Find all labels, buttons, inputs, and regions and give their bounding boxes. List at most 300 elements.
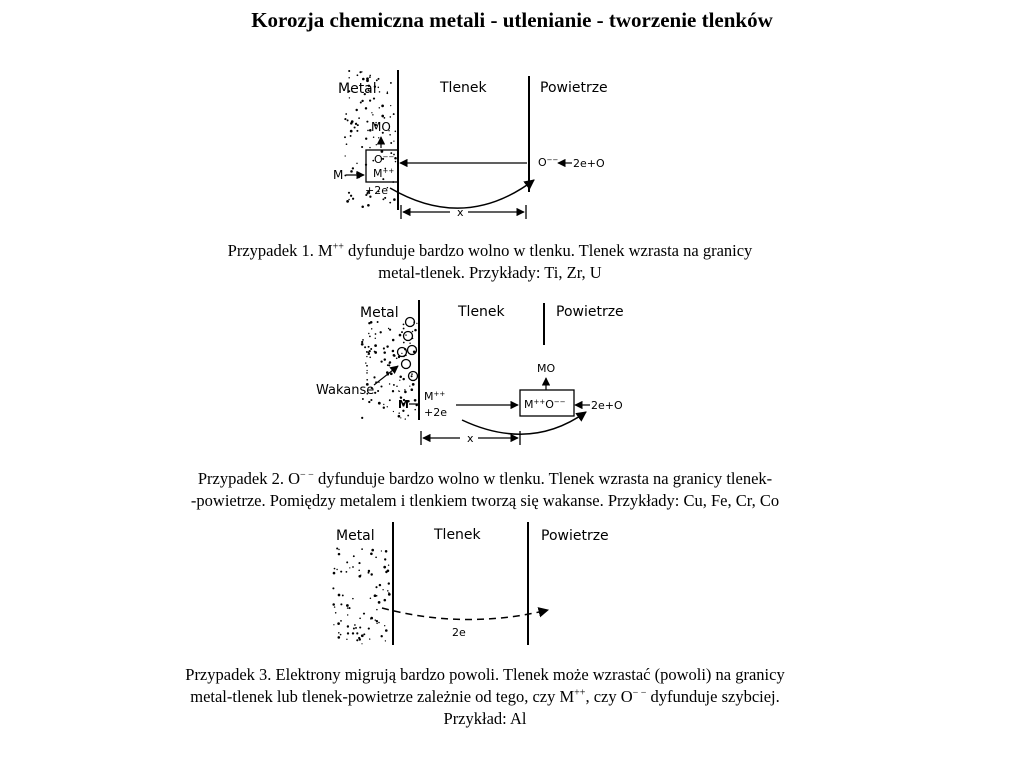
metal-stipple-dot	[382, 198, 384, 200]
metal-stipple-dot	[367, 204, 370, 207]
metal-stipple-dot	[369, 638, 370, 639]
metal-stipple-dot	[381, 635, 383, 637]
metal-stipple-dot	[401, 331, 403, 333]
metal-stipple-dot	[379, 584, 381, 586]
metal-stipple-dot	[392, 339, 395, 342]
metal-stipple-dot	[369, 336, 371, 338]
vacancy-circle	[404, 332, 413, 341]
case2-vacancy-circles	[398, 318, 418, 381]
metal-stipple-dot	[361, 343, 364, 346]
metal-stipple-dot	[368, 333, 369, 334]
metal-stipple-dot	[378, 622, 380, 624]
metal-stipple-dot	[387, 406, 388, 407]
case1-caption-sup: ++	[332, 241, 344, 253]
metal-stipple-dot	[370, 348, 372, 350]
metal-stipple-dot	[390, 116, 392, 118]
metal-stipple-dot	[340, 571, 342, 573]
metal-stipple-dot	[351, 120, 354, 123]
metal-stipple-dot	[342, 594, 344, 596]
metal-stipple-dot	[346, 561, 348, 563]
metal-stipple-dot	[356, 123, 357, 124]
metal-stipple-dot	[356, 163, 357, 164]
metal-stipple-dot	[350, 135, 352, 137]
metal-stipple-dot	[374, 344, 377, 347]
metal-stipple-dot	[346, 571, 348, 573]
case3-metal-label: Metal	[336, 528, 375, 544]
metal-stipple-dot	[345, 155, 346, 156]
metal-stipple-dot	[370, 552, 373, 555]
case1-x-label: x	[457, 206, 464, 219]
metal-stipple-dot	[352, 566, 354, 568]
case2-2e-plus-o: 2e+O	[591, 399, 623, 412]
vacancy-circle	[406, 318, 415, 327]
metal-stipple-dot	[365, 362, 366, 363]
metal-stipple-dot	[411, 388, 414, 391]
metal-stipple-dot	[358, 117, 360, 119]
metal-stipple-dot	[380, 385, 382, 387]
metal-stipple-dot	[356, 130, 358, 132]
metal-stipple-dot	[396, 357, 398, 359]
metal-stipple-dot	[387, 364, 389, 366]
metal-stipple-dot	[414, 409, 416, 411]
metal-stipple-dot	[346, 143, 348, 145]
metal-stipple-dot	[366, 365, 368, 367]
metal-stipple-dot	[348, 199, 350, 201]
metal-stipple-dot	[361, 71, 362, 72]
metal-stipple-dot	[368, 401, 370, 403]
case3-diagram	[332, 522, 608, 645]
case3-caption-line2b: , czy O	[585, 687, 633, 706]
case1-caption-text-rest: dyfunduje bardzo wolno w tlenku. Tlenek wzrasta na granicy	[343, 241, 753, 260]
metal-stipple-dot	[399, 334, 402, 337]
metal-stipple-dot	[384, 358, 386, 360]
metal-stipple-dot	[369, 100, 371, 102]
metal-stipple-dot	[380, 360, 382, 362]
case2-mo-label: MO	[537, 362, 556, 375]
metal-stipple-dot	[358, 637, 360, 639]
case1-metal-label: Metal	[338, 81, 377, 97]
metal-stipple-dot	[333, 624, 334, 625]
case1-caption-text: Przypadek 1. M	[227, 241, 333, 260]
case2-electron-path	[462, 412, 586, 434]
case2-m-label: M	[398, 398, 409, 411]
metal-stipple-dot	[414, 329, 417, 332]
metal-stipple-dot	[346, 200, 349, 203]
metal-stipple-dot	[348, 192, 350, 194]
metal-stipple-dot	[363, 633, 365, 635]
metal-stipple-dot	[358, 176, 361, 179]
metal-stipple-dot	[337, 622, 340, 625]
metal-stipple-dot	[338, 632, 340, 634]
case2-diagram	[316, 300, 624, 445]
metal-stipple-dot	[385, 640, 386, 641]
metal-stipple-dot	[384, 599, 387, 602]
metal-stipple-dot	[369, 147, 370, 148]
case3-caption-line1: Przypadek 3. Elektrony migrują bardzo powoli. Tlenek może wzrastać (powoli) na granicy	[185, 665, 785, 684]
metal-stipple-dot	[368, 570, 370, 572]
metal-stipple-dot	[346, 604, 349, 607]
case1-plus2e: +2e	[365, 184, 388, 197]
metal-stipple-dot	[383, 351, 386, 354]
metal-stipple-dot	[386, 345, 388, 347]
metal-stipple-dot	[362, 398, 364, 400]
metal-stipple-dot	[389, 399, 391, 401]
metal-stipple-dot	[404, 391, 407, 394]
case3-air-label: Powietrze	[541, 528, 609, 544]
metal-stipple-dot	[358, 570, 360, 572]
metal-stipple-dot	[336, 547, 338, 549]
metal-stipple-dot	[416, 323, 417, 324]
metal-stipple-dot	[363, 613, 365, 615]
metal-stipple-dot	[393, 140, 394, 141]
metal-stipple-dot	[352, 167, 354, 169]
metal-stipple-dot	[379, 91, 381, 93]
metal-stipple-dot	[383, 404, 384, 405]
metal-stipple-dot	[352, 598, 354, 600]
metal-stipple-dot	[338, 594, 341, 597]
metal-stipple-dot	[350, 130, 353, 133]
case1-caption-line2: metal-tlenek. Przykłady: Ti, Zr, U	[378, 263, 602, 282]
page-title: Korozja chemiczna metali - utlenianie - tworzenie tlenków	[251, 8, 773, 32]
case3-caption-line2c: dyfunduje szybciej.	[646, 687, 780, 706]
metal-stipple-dot	[369, 75, 371, 77]
case2-vacancies-label: Wakanse	[316, 383, 375, 398]
metal-stipple-dot	[383, 347, 385, 349]
metal-stipple-dot	[340, 603, 342, 605]
metal-stipple-dot	[345, 113, 347, 115]
metal-stipple-dot	[378, 601, 381, 604]
metal-stipple-dot	[364, 346, 366, 348]
metal-stipple-dot	[388, 565, 389, 566]
metal-stipple-dot	[377, 321, 379, 323]
metal-stipple-dot	[409, 342, 410, 343]
metal-stipple-dot	[412, 331, 414, 333]
metal-stipple-dot	[338, 553, 341, 556]
metal-stipple-dot	[384, 197, 386, 199]
metal-stipple-dot	[378, 78, 380, 80]
metal-stipple-dot	[361, 206, 364, 209]
metal-stipple-dot	[338, 636, 341, 639]
metal-stipple-dot	[383, 566, 386, 569]
metal-stipple-dot	[362, 339, 364, 341]
metal-stipple-dot	[361, 643, 362, 644]
metal-stipple-dot	[398, 412, 400, 414]
metal-stipple-dot	[389, 361, 391, 363]
metal-stipple-dot	[402, 378, 404, 380]
metal-stipple-dot	[360, 101, 362, 103]
metal-stipple-dot	[332, 603, 335, 606]
metal-stipple-dot	[372, 114, 373, 115]
metal-stipple-dot	[378, 137, 379, 138]
metal-stipple-dot	[370, 399, 372, 401]
metal-stipple-dot	[383, 407, 385, 409]
case3-metal-dots	[332, 547, 390, 644]
metal-stipple-dot	[350, 170, 353, 173]
metal-stipple-dot	[393, 113, 395, 115]
metal-stipple-dot	[398, 390, 399, 391]
case3-caption-sup-b: − −	[632, 687, 647, 699]
metal-stipple-dot	[389, 134, 391, 136]
case3-caption	[120, 664, 850, 730]
metal-stipple-dot	[347, 614, 348, 615]
case1-air-label: Powietrze	[540, 80, 608, 96]
metal-stipple-dot	[385, 550, 388, 553]
metal-stipple-dot	[374, 392, 376, 394]
metal-stipple-dot	[334, 568, 336, 570]
metal-stipple-dot	[358, 562, 360, 564]
metal-stipple-dot	[401, 353, 402, 354]
metal-stipple-dot	[349, 97, 350, 98]
metal-stipple-dot	[412, 383, 415, 386]
metal-stipple-dot	[393, 350, 394, 351]
metal-stipple-dot	[353, 555, 355, 557]
metal-stipple-dot	[399, 376, 402, 379]
metal-stipple-dot	[394, 157, 397, 160]
metal-stipple-dot	[335, 612, 337, 614]
case2-plus2e: +2e	[424, 406, 447, 419]
metal-stipple-dot	[403, 342, 405, 344]
case1-o-ion: O−−	[374, 153, 395, 166]
metal-stipple-dot	[361, 634, 364, 637]
metal-stipple-dot	[367, 130, 369, 132]
metal-stipple-dot	[356, 632, 358, 634]
metal-stipple-dot	[407, 415, 409, 417]
metal-stipple-dot	[380, 331, 382, 333]
metal-stipple-dot	[370, 597, 372, 599]
metal-stipple-dot	[376, 609, 378, 611]
case2-caption	[120, 468, 850, 512]
metal-stipple-dot	[366, 121, 368, 123]
metal-stipple-dot	[369, 76, 371, 78]
metal-stipple-dot	[390, 142, 392, 144]
metal-stipple-dot	[400, 417, 401, 418]
metal-stipple-dot	[385, 571, 387, 573]
metal-stipple-dot	[359, 617, 361, 619]
metal-stipple-dot	[381, 550, 382, 551]
metal-stipple-dot	[347, 119, 349, 121]
metal-stipple-dot	[371, 328, 372, 329]
vacancy-circle	[402, 360, 411, 369]
metal-stipple-dot	[384, 625, 385, 626]
metal-stipple-dot	[332, 587, 334, 589]
metal-stipple-dot	[362, 78, 365, 81]
case3-2e-label: 2e	[452, 626, 466, 639]
metal-stipple-dot	[376, 620, 378, 622]
metal-stipple-dot	[336, 569, 337, 570]
metal-stipple-dot	[403, 324, 405, 326]
metal-stipple-dot	[405, 418, 406, 419]
metal-stipple-dot	[382, 589, 383, 590]
case2-caption-text: Przypadek 2. O	[197, 469, 301, 488]
metal-stipple-dot	[393, 354, 396, 357]
metal-stipple-dot	[370, 618, 371, 619]
metal-stipple-dot	[388, 582, 390, 584]
metal-stipple-dot	[359, 71, 361, 73]
metal-stipple-dot	[396, 385, 398, 387]
metal-stipple-dot	[356, 172, 358, 174]
metal-stipple-dot	[388, 592, 389, 593]
case1-caption	[140, 240, 840, 284]
metal-stipple-dot	[366, 370, 367, 371]
metal-stipple-dot	[359, 626, 361, 628]
metal-stipple-dot	[355, 109, 357, 111]
case2-metal-dots	[361, 321, 418, 420]
case1-o-ion-air: O−−	[538, 156, 559, 169]
metal-stipple-dot	[393, 198, 396, 201]
metal-stipple-dot	[368, 628, 370, 630]
metal-stipple-dot	[390, 105, 391, 106]
metal-stipple-dot	[373, 98, 375, 100]
case2-oxide-label: Tlenek	[458, 304, 505, 320]
metal-stipple-dot	[388, 328, 389, 329]
metal-stipple-dot	[382, 178, 384, 180]
metal-stipple-dot	[393, 384, 395, 386]
metal-stipple-dot	[375, 619, 377, 621]
vacancy-circle	[408, 346, 417, 355]
metal-stipple-dot	[409, 385, 410, 386]
metal-stipple-dot	[361, 341, 363, 343]
metal-stipple-dot	[357, 124, 359, 126]
metal-stipple-dot	[366, 379, 368, 381]
metal-stipple-dot	[389, 329, 391, 331]
metal-stipple-dot	[366, 372, 368, 374]
metal-stipple-dot	[375, 586, 377, 588]
metal-stipple-dot	[361, 548, 363, 550]
metal-stipple-dot	[387, 590, 388, 591]
case3-caption-line3: Przykład: Al	[443, 709, 527, 728]
case2-m-ion: M++	[424, 390, 446, 403]
metal-stipple-dot	[384, 117, 386, 119]
metal-stipple-dot	[340, 634, 342, 636]
metal-stipple-dot	[348, 70, 350, 72]
metal-stipple-dot	[368, 346, 370, 348]
metal-stipple-dot	[404, 389, 406, 391]
metal-stipple-dot	[355, 627, 357, 629]
metal-stipple-dot	[348, 77, 350, 79]
case3-caption-line2a: metal-tlenek lub tlenek-powietrze zależnie od tego, czy M	[190, 687, 575, 706]
metal-stipple-dot	[365, 107, 367, 109]
case1-electron-path	[390, 180, 534, 208]
metal-stipple-dot	[414, 399, 417, 402]
metal-stipple-dot	[368, 322, 370, 324]
metal-stipple-dot	[353, 628, 355, 630]
metal-stipple-dot	[384, 558, 386, 560]
metal-stipple-dot	[349, 567, 350, 568]
metal-stipple-dot	[395, 161, 396, 162]
metal-stipple-dot	[369, 357, 371, 359]
metal-stipple-dot	[393, 411, 394, 412]
metal-stipple-dot	[411, 373, 413, 375]
metal-stipple-dot	[361, 417, 363, 419]
metal-stipple-dot	[371, 112, 372, 113]
metal-stipple-dot	[344, 118, 346, 120]
metal-stipple-dot	[375, 556, 377, 558]
case2-m-ion-box: M++O−−	[524, 398, 566, 411]
metal-stipple-dot	[381, 105, 384, 108]
metal-stipple-dot	[354, 624, 356, 626]
case3-electron-path	[382, 608, 548, 620]
metal-stipple-dot	[369, 350, 371, 352]
metal-stipple-dot	[346, 639, 347, 640]
case2-caption-text-rest: dyfunduje bardzo wolno w tlenku. Tlenek wzrasta na granicy tlenek-	[313, 469, 773, 488]
metal-stipple-dot	[347, 632, 349, 634]
case2-vacancies-arrow	[374, 366, 398, 385]
case1-m-label: M	[333, 168, 344, 182]
metal-stipple-dot	[398, 415, 401, 418]
metal-stipple-dot	[348, 607, 350, 609]
metal-stipple-dot	[366, 351, 368, 353]
metal-stipple-dot	[399, 380, 400, 381]
case2-metal-label: Metal	[360, 305, 399, 321]
case1-mo-label: MO	[371, 120, 391, 134]
case1-2e-plus-o: 2e+O	[573, 157, 605, 170]
metal-stipple-dot	[375, 333, 377, 335]
metal-stipple-dot	[382, 142, 384, 144]
metal-stipple-dot	[361, 146, 363, 148]
metal-stipple-dot	[366, 356, 367, 357]
metal-stipple-dot	[411, 375, 413, 377]
metal-stipple-dot	[376, 144, 377, 145]
metal-stipple-dot	[389, 202, 391, 204]
case2-caption-line2: -powietrze. Pomiędzy metalem i tlenkiem tworzą się wakanse. Przykłady: Cu, Fe, Cr, Co	[190, 491, 780, 510]
metal-stipple-dot	[403, 328, 405, 330]
case1-m-ion: M++	[373, 167, 395, 180]
metal-stipple-dot	[340, 620, 342, 622]
metal-stipple-dot	[373, 136, 374, 137]
metal-stipple-dot	[390, 372, 393, 375]
metal-stipple-dot	[374, 351, 377, 354]
metal-stipple-dot	[366, 77, 369, 80]
case2-air-label: Powietrze	[556, 304, 624, 320]
metal-stipple-dot	[378, 402, 381, 405]
metal-stipple-dot	[361, 100, 363, 102]
metal-stipple-dot	[352, 198, 354, 200]
metal-stipple-dot	[395, 131, 397, 133]
case3-oxide-label: Tlenek	[434, 527, 481, 543]
metal-stipple-dot	[385, 629, 388, 632]
case3-caption-sup-a: ++	[574, 687, 586, 699]
case1-diagram	[333, 70, 608, 219]
metal-stipple-dot	[365, 138, 367, 140]
metal-stipple-dot	[405, 334, 406, 335]
metal-stipple-dot	[379, 107, 380, 108]
case1-oxide-label: Tlenek	[440, 80, 487, 96]
metal-stipple-dot	[347, 607, 348, 608]
metal-stipple-dot	[347, 625, 349, 627]
vacancy-circle	[398, 348, 407, 357]
metal-stipple-dot	[392, 390, 394, 392]
metal-stipple-dot	[386, 92, 388, 94]
metal-stipple-dot	[378, 87, 380, 89]
metal-stipple-dot	[354, 126, 356, 128]
metal-stipple-dot	[371, 549, 374, 552]
metal-stipple-dot	[390, 82, 392, 84]
metal-stipple-dot	[344, 136, 346, 138]
metal-stipple-dot	[350, 195, 352, 197]
metal-stipple-dot	[356, 639, 358, 641]
metal-stipple-dot	[360, 574, 361, 575]
metal-stipple-dot	[377, 390, 379, 392]
metal-stipple-dot	[388, 593, 391, 596]
case2-caption-sup: − −	[300, 469, 314, 481]
metal-stipple-dot	[376, 623, 377, 624]
case2-x-label: x	[467, 432, 474, 445]
metal-stipple-dot	[352, 632, 354, 634]
vacancy-circle	[409, 372, 418, 381]
metal-stipple-dot	[373, 376, 375, 378]
metal-stipple-dot	[357, 74, 359, 76]
metal-stipple-dot	[389, 383, 390, 384]
